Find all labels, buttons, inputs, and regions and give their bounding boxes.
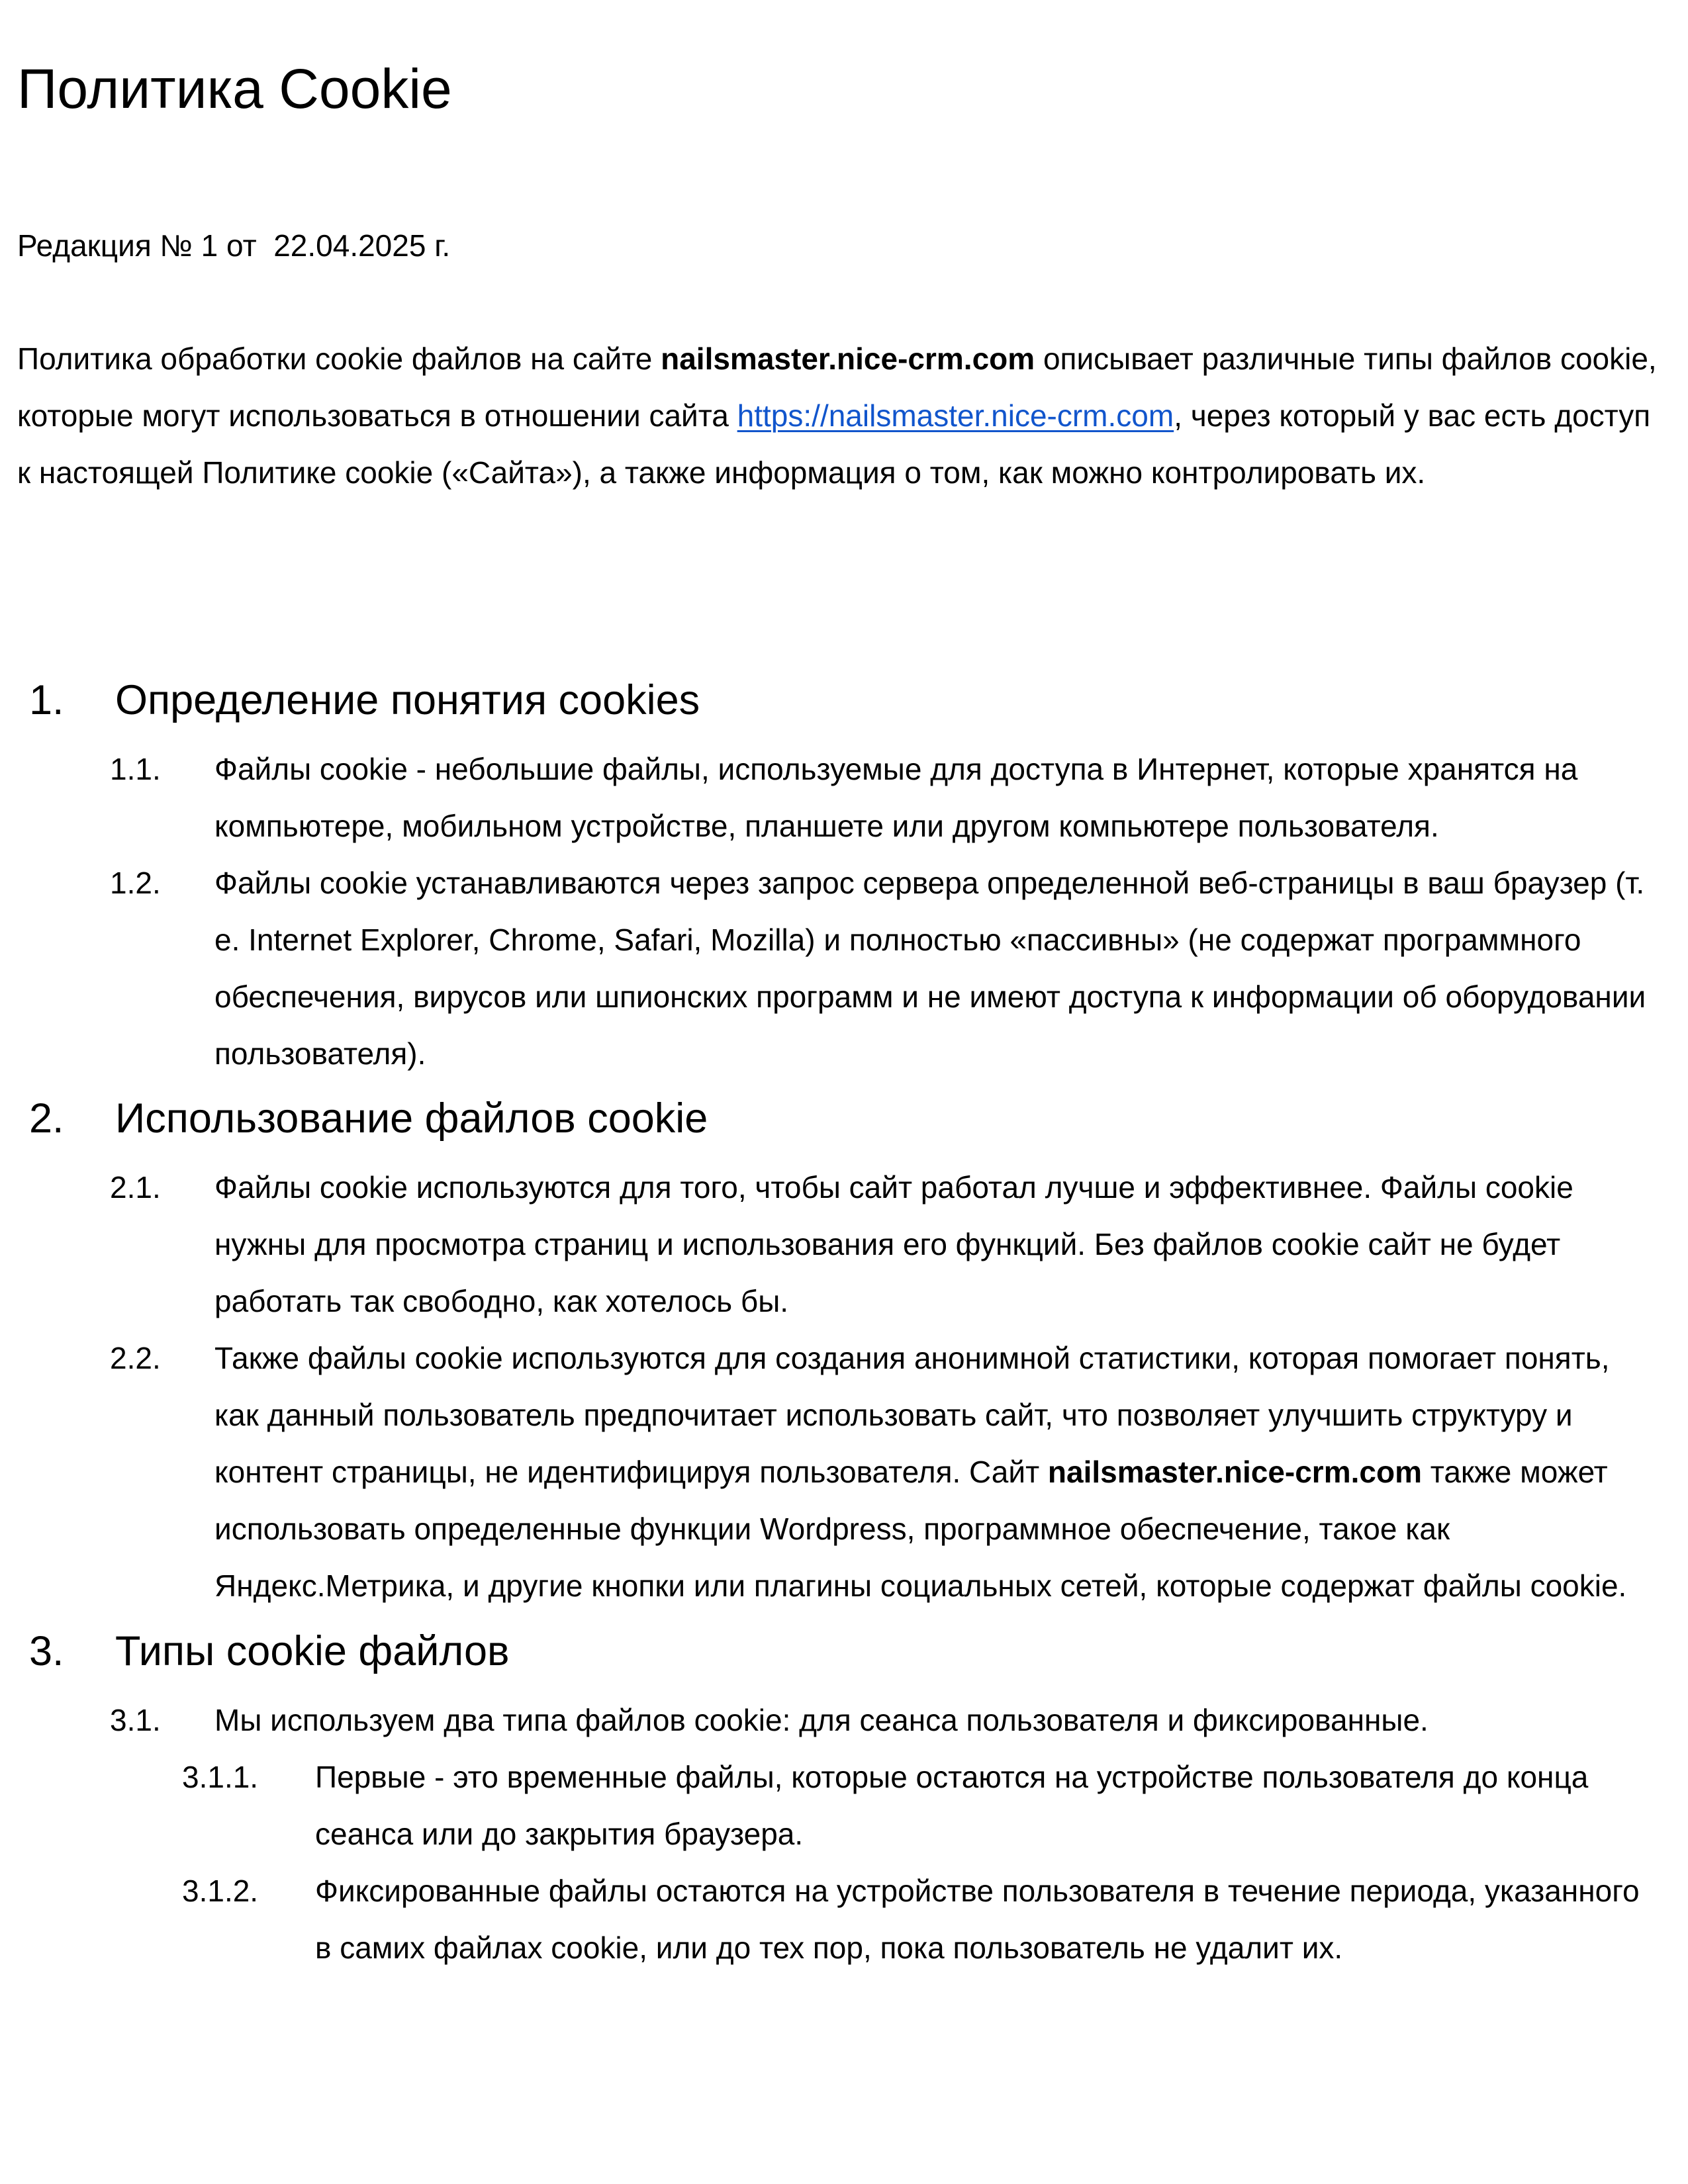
section-title: Определение понятия cookies	[115, 677, 700, 723]
section-number: 2.	[29, 1095, 64, 1142]
list-item-3-1-2	[0, 1862, 1659, 1976]
item-text: Файлы cookie устанавливаются через запрос сервера определенной веб-страницы в ваш браузер (т. е. Internet Explorer, Chrome, Safari, Mozilla) и полностью «пассивны» (не содержат программного обеспечения, вирусов или шпионских программ и не имеют доступа к информации об оборудовании пользователя).	[214, 866, 1646, 1071]
list-item-3-1-1	[0, 1749, 1659, 1862]
item-text: Файлы cookie используются для того, чтобы сайт работал лучше и эффективнее. Файлы cookie нужны для просмотра страниц и использования его функций. Без файлов cookie сайт не будет работать так свободно, как хотелось бы.	[214, 1170, 1573, 1318]
section-title: Использование файлов cookie	[115, 1095, 708, 1142]
item-text: Мы используем два типа файлов cookie: для сеанса пользователя и фиксированные.	[214, 1703, 1429, 1737]
site-link[interactable]: https://nailsmaster.nice-crm.com	[737, 398, 1174, 433]
item-number: 3.1.2.	[182, 1874, 259, 1908]
item-text-before: Также файлы cookie используются для создания анонимной статистики, которая помогает понять, как данный пользователь предпочитает использовать сайт, что позволяет улучшить структуру и контент страницы, не идентифицируя пользователя. Сайт	[214, 1341, 1610, 1489]
section-title: Типы cookie файлов	[115, 1628, 510, 1674]
list-item-2-1	[0, 1159, 1658, 1330]
list-item-3-1	[0, 1692, 1658, 1749]
item-number: 1.1.	[110, 752, 161, 786]
page-title: Политика Cookie	[17, 58, 452, 120]
section-heading-2	[0, 1085, 1688, 1152]
item-text: Первые - это временные файлы, которые остаются на устройстве пользователя до конца сеанса или до закрытия браузера.	[315, 1760, 1589, 1851]
section-heading-3	[0, 1618, 1688, 1684]
sections-list	[0, 667, 1688, 1976]
section-heading-1	[0, 667, 1688, 733]
intro-text-1: Политика обработки cookie файлов на сайте	[17, 341, 661, 376]
list-item-1-1	[0, 741, 1658, 854]
intro-paragraph	[17, 330, 1659, 501]
section-number: 1.	[29, 677, 64, 723]
site-name-bold: nailsmaster.nice-crm.com	[661, 341, 1035, 376]
list-item-1-2	[0, 854, 1658, 1082]
list-item-2-2	[0, 1330, 1658, 1614]
item-text: Фиксированные файлы остаются на устройстве пользователя в течение периода, указанного в самих файлах cookie, или до тех пор, пока пользователь не удалит их.	[315, 1874, 1640, 1965]
edition-line: Редакция № 1 от 22.04.2025 г.	[17, 228, 451, 263]
item-number: 2.1.	[110, 1170, 161, 1205]
item-number: 3.1.	[110, 1703, 161, 1737]
item-text: Файлы cookie - небольшие файлы, используемые для доступа в Интернет, которые хранятся на компьютере, мобильном устройстве, планшете или другом компьютере пользователя.	[214, 752, 1578, 843]
section-number: 3.	[29, 1628, 64, 1674]
item-text-after: также может использовать определенные функции Wordpress, программное обеспечение, такое как Яндекс.Метрика, и другие кнопки или плагины социальных сетей, которые содержат файлы cookie.	[214, 1455, 1627, 1603]
site-name-bold: nailsmaster.nice-crm.com	[1047, 1455, 1422, 1489]
intro-text-2: описывает различные типы файлов cookie, которые могут использоваться в отношении сайта	[17, 341, 1657, 433]
intro-text-3: , через который у вас есть доступ к настоящей Политике cookie («Сайта»), а также информация о том, как можно контролировать их.	[17, 398, 1651, 490]
item-number: 3.1.1.	[182, 1760, 259, 1794]
item-number: 1.2.	[110, 866, 161, 900]
item-number: 2.2.	[110, 1341, 161, 1375]
